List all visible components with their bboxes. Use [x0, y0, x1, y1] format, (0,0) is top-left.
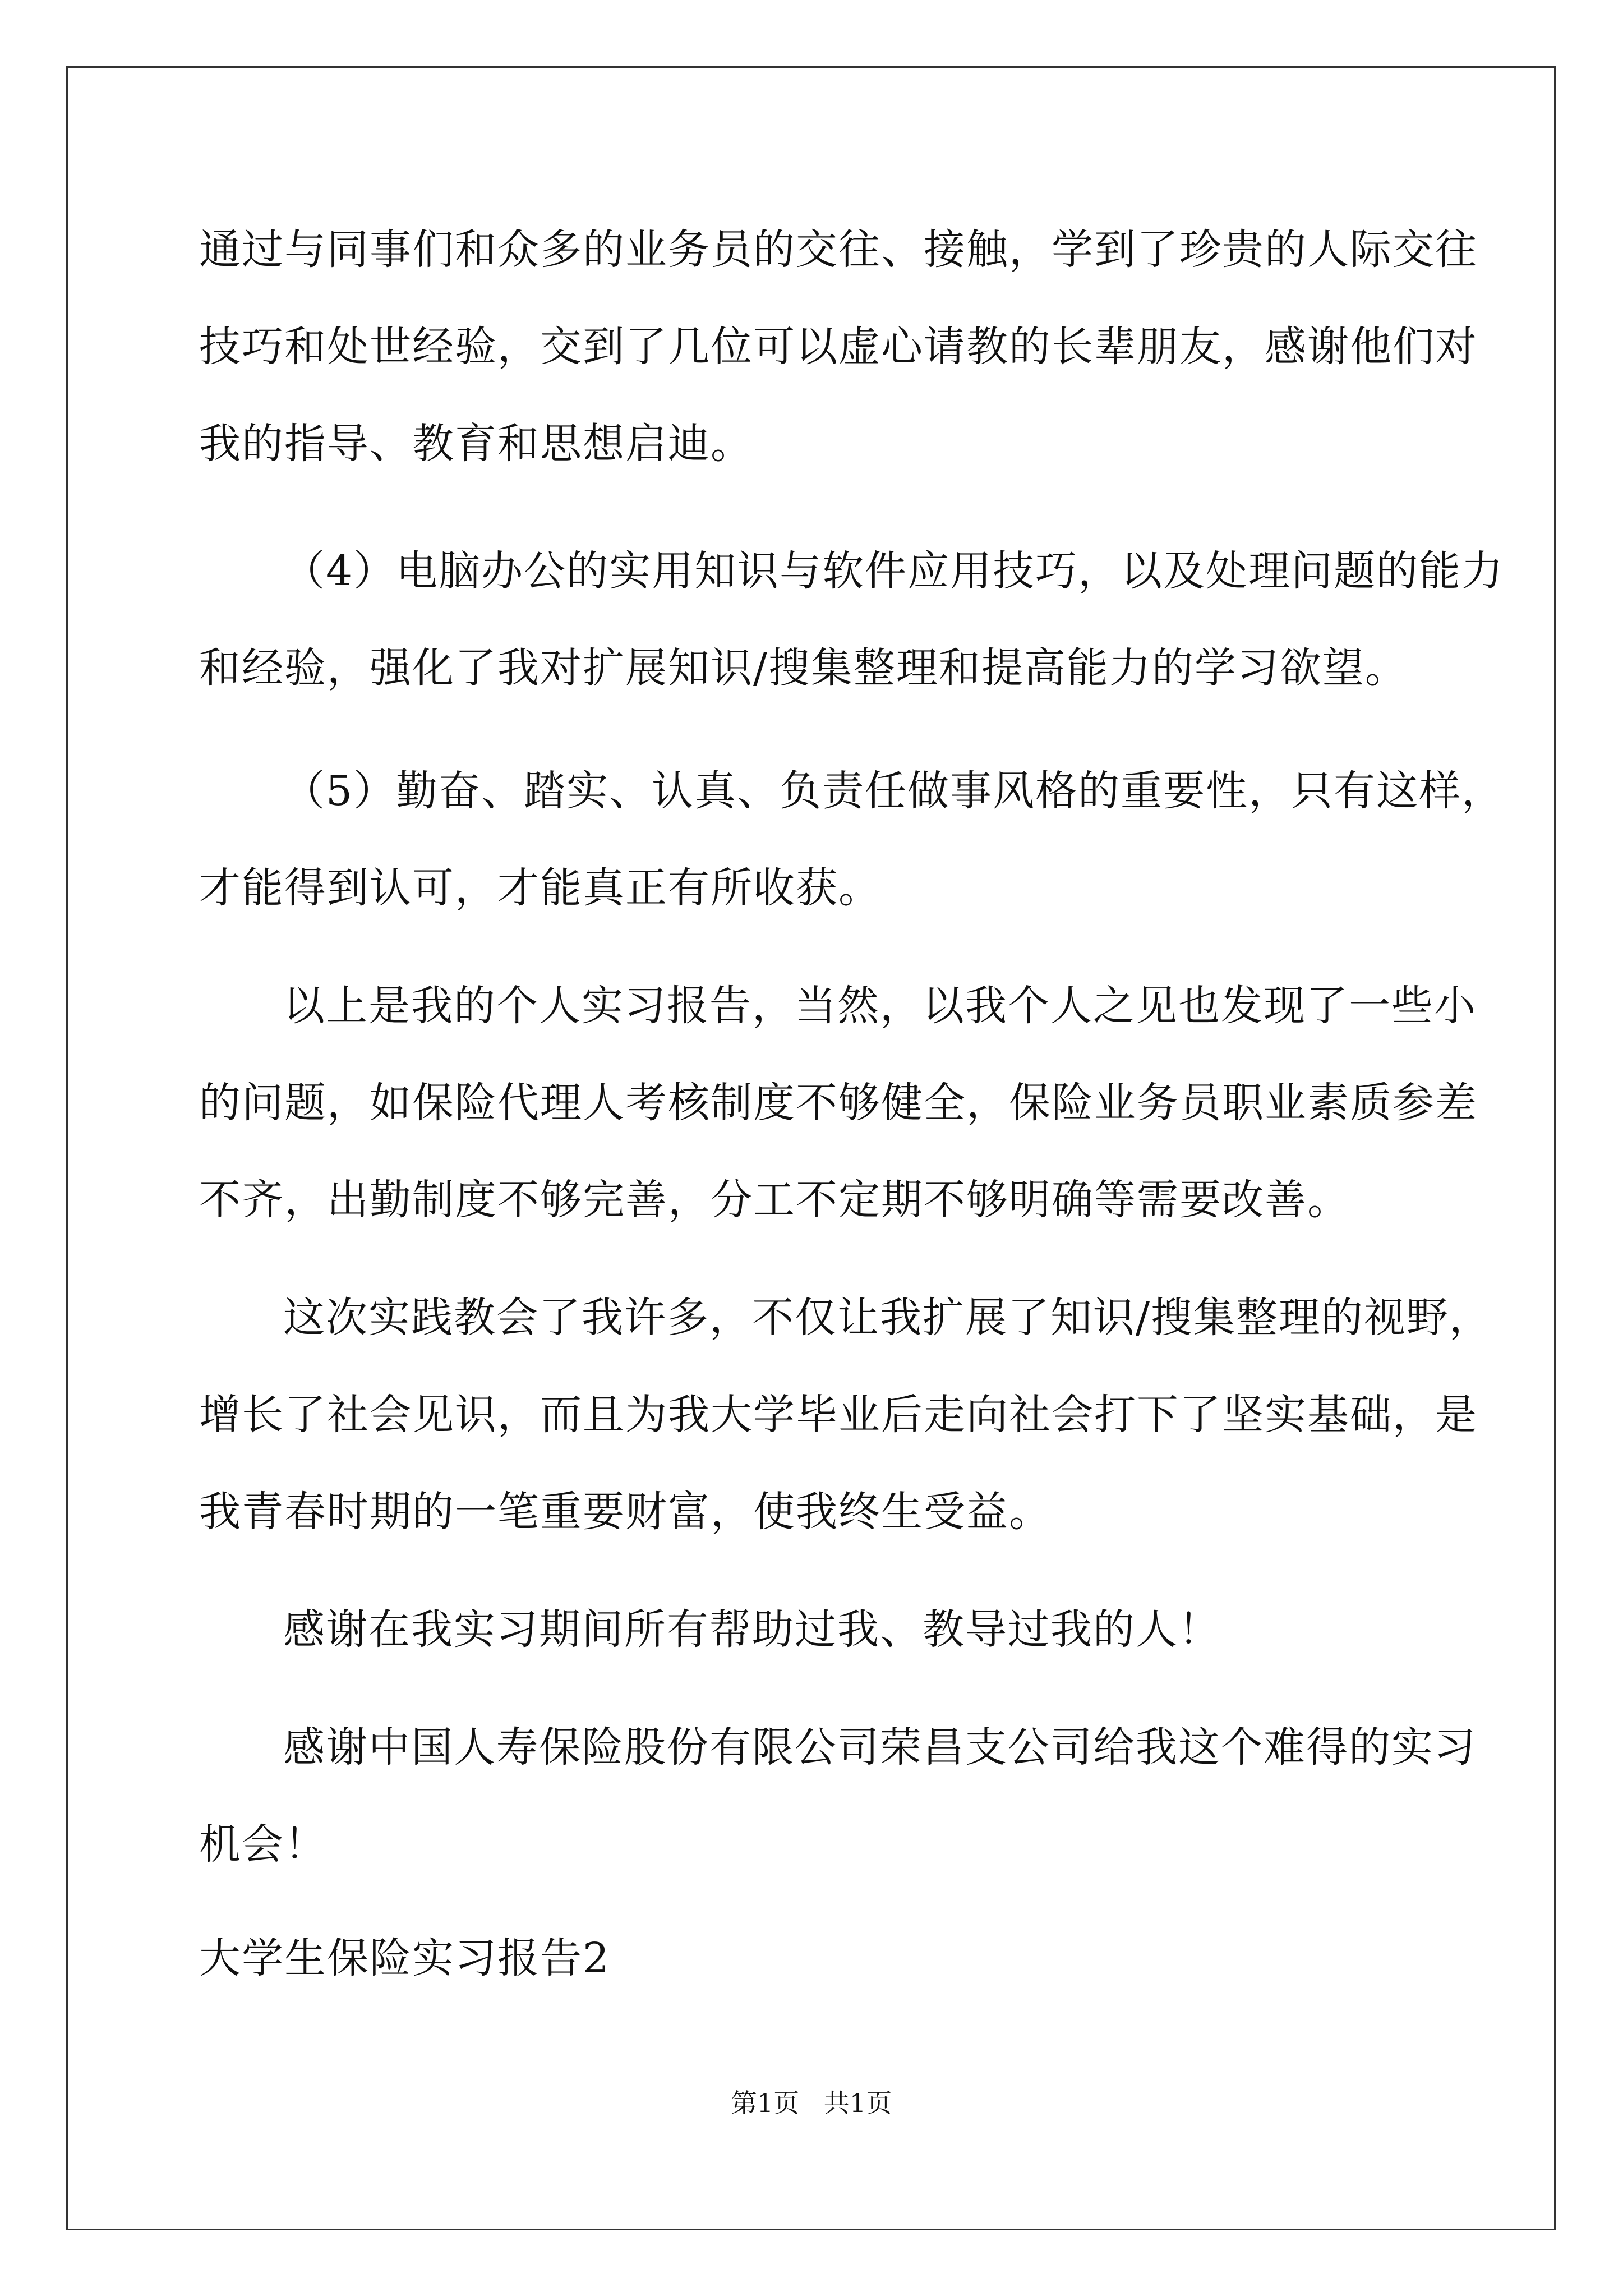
body-line-13: 我青春时期的一笔重要财富，使我终生受益。 [199, 1488, 1052, 1536]
body-line-11: 这次实践教会了我许多，不仅让我扩展了知识/搜集整理的视野， [283, 1294, 1492, 1342]
body-line-14: 感谢在我实习期间所有帮助过我、教导过我的人！ [283, 1605, 1221, 1654]
body-line-6: （5）勤奋、踏实、认真、负责任做事风格的重要性，只有这样， [283, 767, 1505, 815]
body-line-15: 感谢中国人寿保险股份有限公司荣昌支公司给我这个难得的实习 [283, 1723, 1477, 1772]
body-line-16: 机会！ [199, 1820, 327, 1869]
body-line-10: 不齐，出勤制度不够完善，分工不定期不够明确等需要改善。 [199, 1176, 1350, 1224]
body-line-4: （4）电脑办公的实用知识与软件应用技巧，以及处理问题的能力 [283, 547, 1505, 595]
body-line-3: 我的指导、教育和思想启迪。 [199, 420, 753, 468]
section-heading: 大学生保险实习报告2 [199, 1934, 611, 1982]
body-line-2: 技巧和处世经验，交到了几位可以虚心请教的长辈朋友，感谢他们对 [199, 323, 1478, 371]
body-line-8: 以上是我的个人实习报告，当然，以我个人之见也发现了一些小 [283, 982, 1477, 1030]
body-line-7: 才能得到认可，才能真正有所收获。 [199, 864, 881, 912]
page-border [66, 66, 1556, 2230]
body-line-9: 的问题，如保险代理人考核制度不够健全，保险业务员职业素质参差 [199, 1079, 1478, 1127]
page-footer: 第1页 共1页 [731, 2088, 892, 2118]
body-line-5: 和经验，强化了我对扩展知识/搜集整理和提高能力的学习欲望。 [199, 644, 1408, 692]
body-line-1: 通过与同事们和众多的业务员的交往、接触，学到了珍贵的人际交往 [199, 226, 1478, 274]
body-line-12: 增长了社会见识，而且为我大学毕业后走向社会打下了坚实基础，是 [199, 1391, 1478, 1439]
